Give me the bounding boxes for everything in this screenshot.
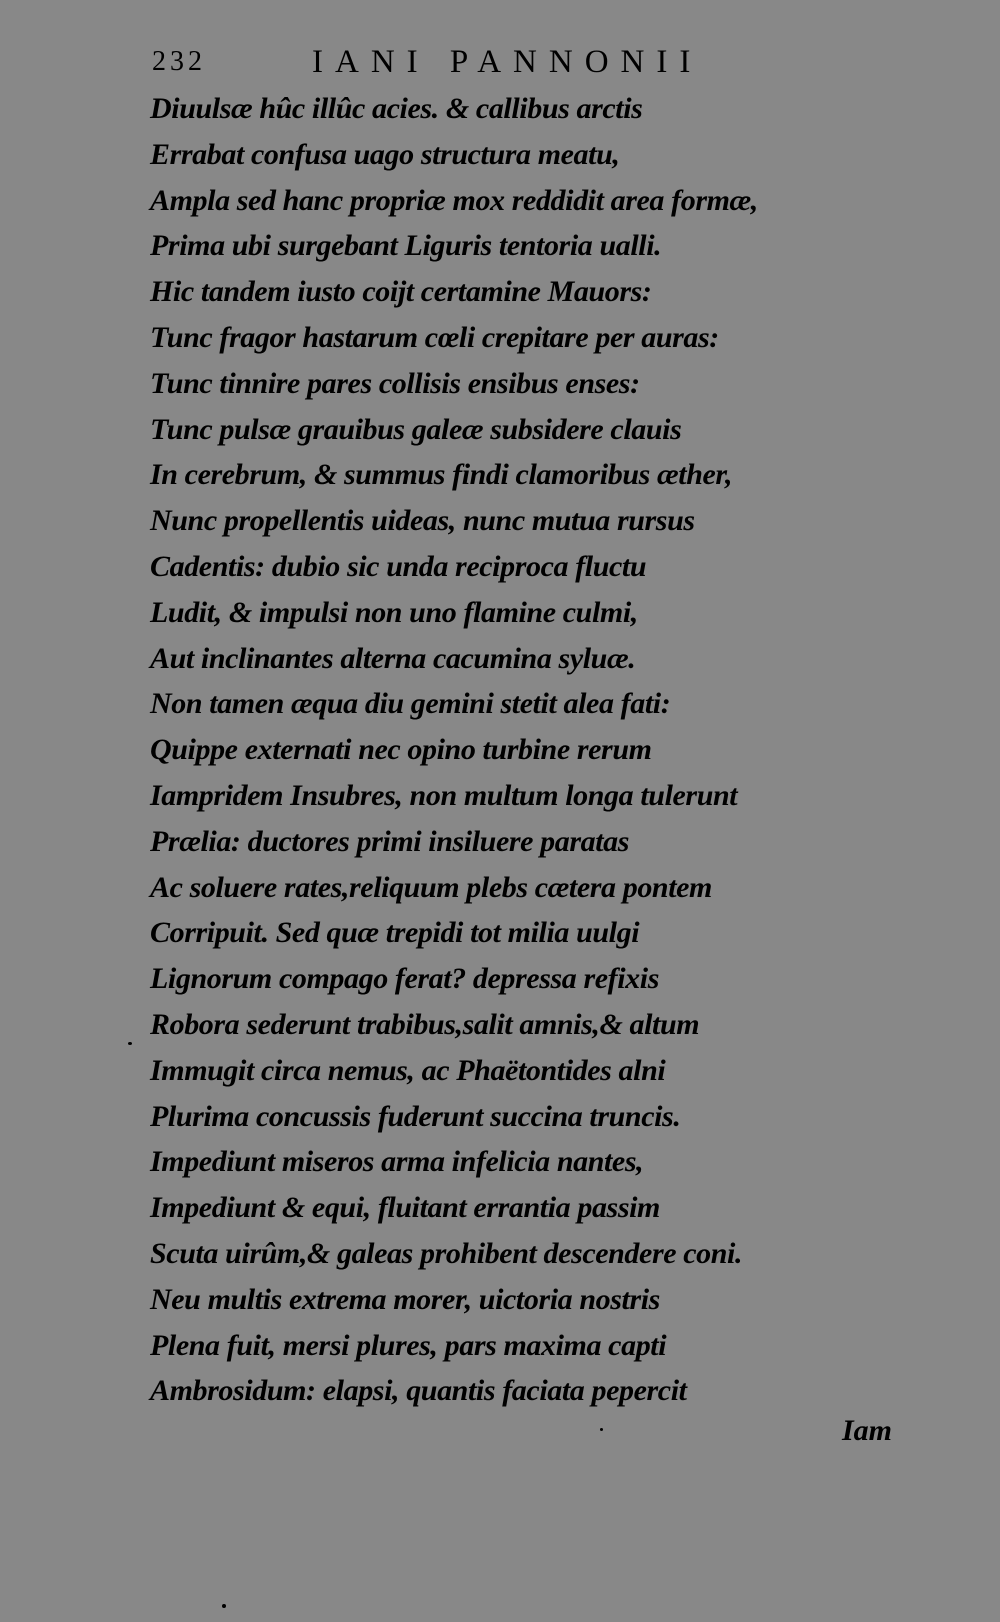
verse-line: Quippe externati nec opino turbine rerum — [150, 733, 652, 767]
verse-line: Ampla sed hanc propriæ mox reddidit area formæ, — [150, 183, 758, 217]
ink-speck — [222, 1604, 226, 1608]
verse-line: Lignorum compago ferat? depressa refixis — [150, 962, 659, 996]
verse-line: Immugit circa nemus, ac Phaëtontides alni — [150, 1053, 666, 1087]
catchword: Iam — [842, 1414, 893, 1447]
verse-line: Plena fuit, mersi plures, pars maxima capti — [150, 1328, 667, 1362]
verse-line: Corripuit. Sed quæ trepidi tot milia uulgi — [150, 916, 640, 950]
verse-line: Scuta uirûm,& galeas prohibent descendere coni. — [150, 1236, 743, 1270]
verse-line: Ambrosidum: elapsi, quantis faciata pepercit — [150, 1374, 687, 1408]
verse-line: Impediunt miseros arma infelicia nantes, — [150, 1145, 644, 1179]
verse-line: Tunc tinnire pares collisis ensibus enses: — [150, 366, 640, 400]
verse-line: In cerebrum, & summus findi clamoribus æther, — [150, 458, 733, 492]
verse-list — [150, 86, 880, 1414]
verse-line: Robora sederunt trabibus,salit amnis,& altum — [150, 1007, 700, 1041]
verse-line: Prima ubi surgebant Liguris tentoria ualli. — [150, 229, 662, 263]
ink-speck — [128, 1042, 132, 1045]
verse-line: Nunc propellentis uideas, nunc mutua rursus — [150, 504, 695, 538]
verse-line: Hic tandem iusto coijt certamine Mauors: — [150, 275, 652, 309]
verse-line: Ac soluere rates,reliquum plebs cætera pontem — [150, 870, 712, 904]
verse-line: Non tamen æqua diu gemini stetit alea fati: — [150, 687, 671, 721]
verse-line: Cadentis: dubio sic unda reciproca fluctu — [150, 549, 647, 583]
ink-speck — [600, 1428, 603, 1431]
verse-line: Prælia: ductores primi insiluere paratas — [150, 824, 630, 858]
verse-line: Iampridem Insubres, non multum longa tulerunt — [150, 778, 738, 812]
verse-line: Neu multis extrema morer, uictoria nostris — [150, 1282, 660, 1316]
verse-line: Errabat confusa uago structura meatu, — [150, 137, 620, 171]
verse-line: Ludit, & impulsi non uno flamine culmi, — [150, 595, 638, 629]
verse-line: Aut inclinantes alterna cacumina syluæ. — [150, 641, 636, 675]
verse-line: Tunc pulsæ grauibus galeæ subsidere clauis — [150, 412, 682, 446]
page-header — [152, 44, 802, 88]
page-number: 232 — [152, 46, 206, 77]
verse-line: Impediunt & equi, fluitant errantia passim — [150, 1191, 660, 1225]
verse-line: Diuulsæ hûc illûc acies. & callibus arctis — [150, 92, 643, 125]
verse-line: Tunc fragor hastarum cœli crepitare per auras: — [150, 320, 719, 354]
running-head: IANI PANNONII — [312, 44, 703, 80]
verse-line: Plurima concussis fuderunt succina truncis. — [150, 1099, 681, 1133]
